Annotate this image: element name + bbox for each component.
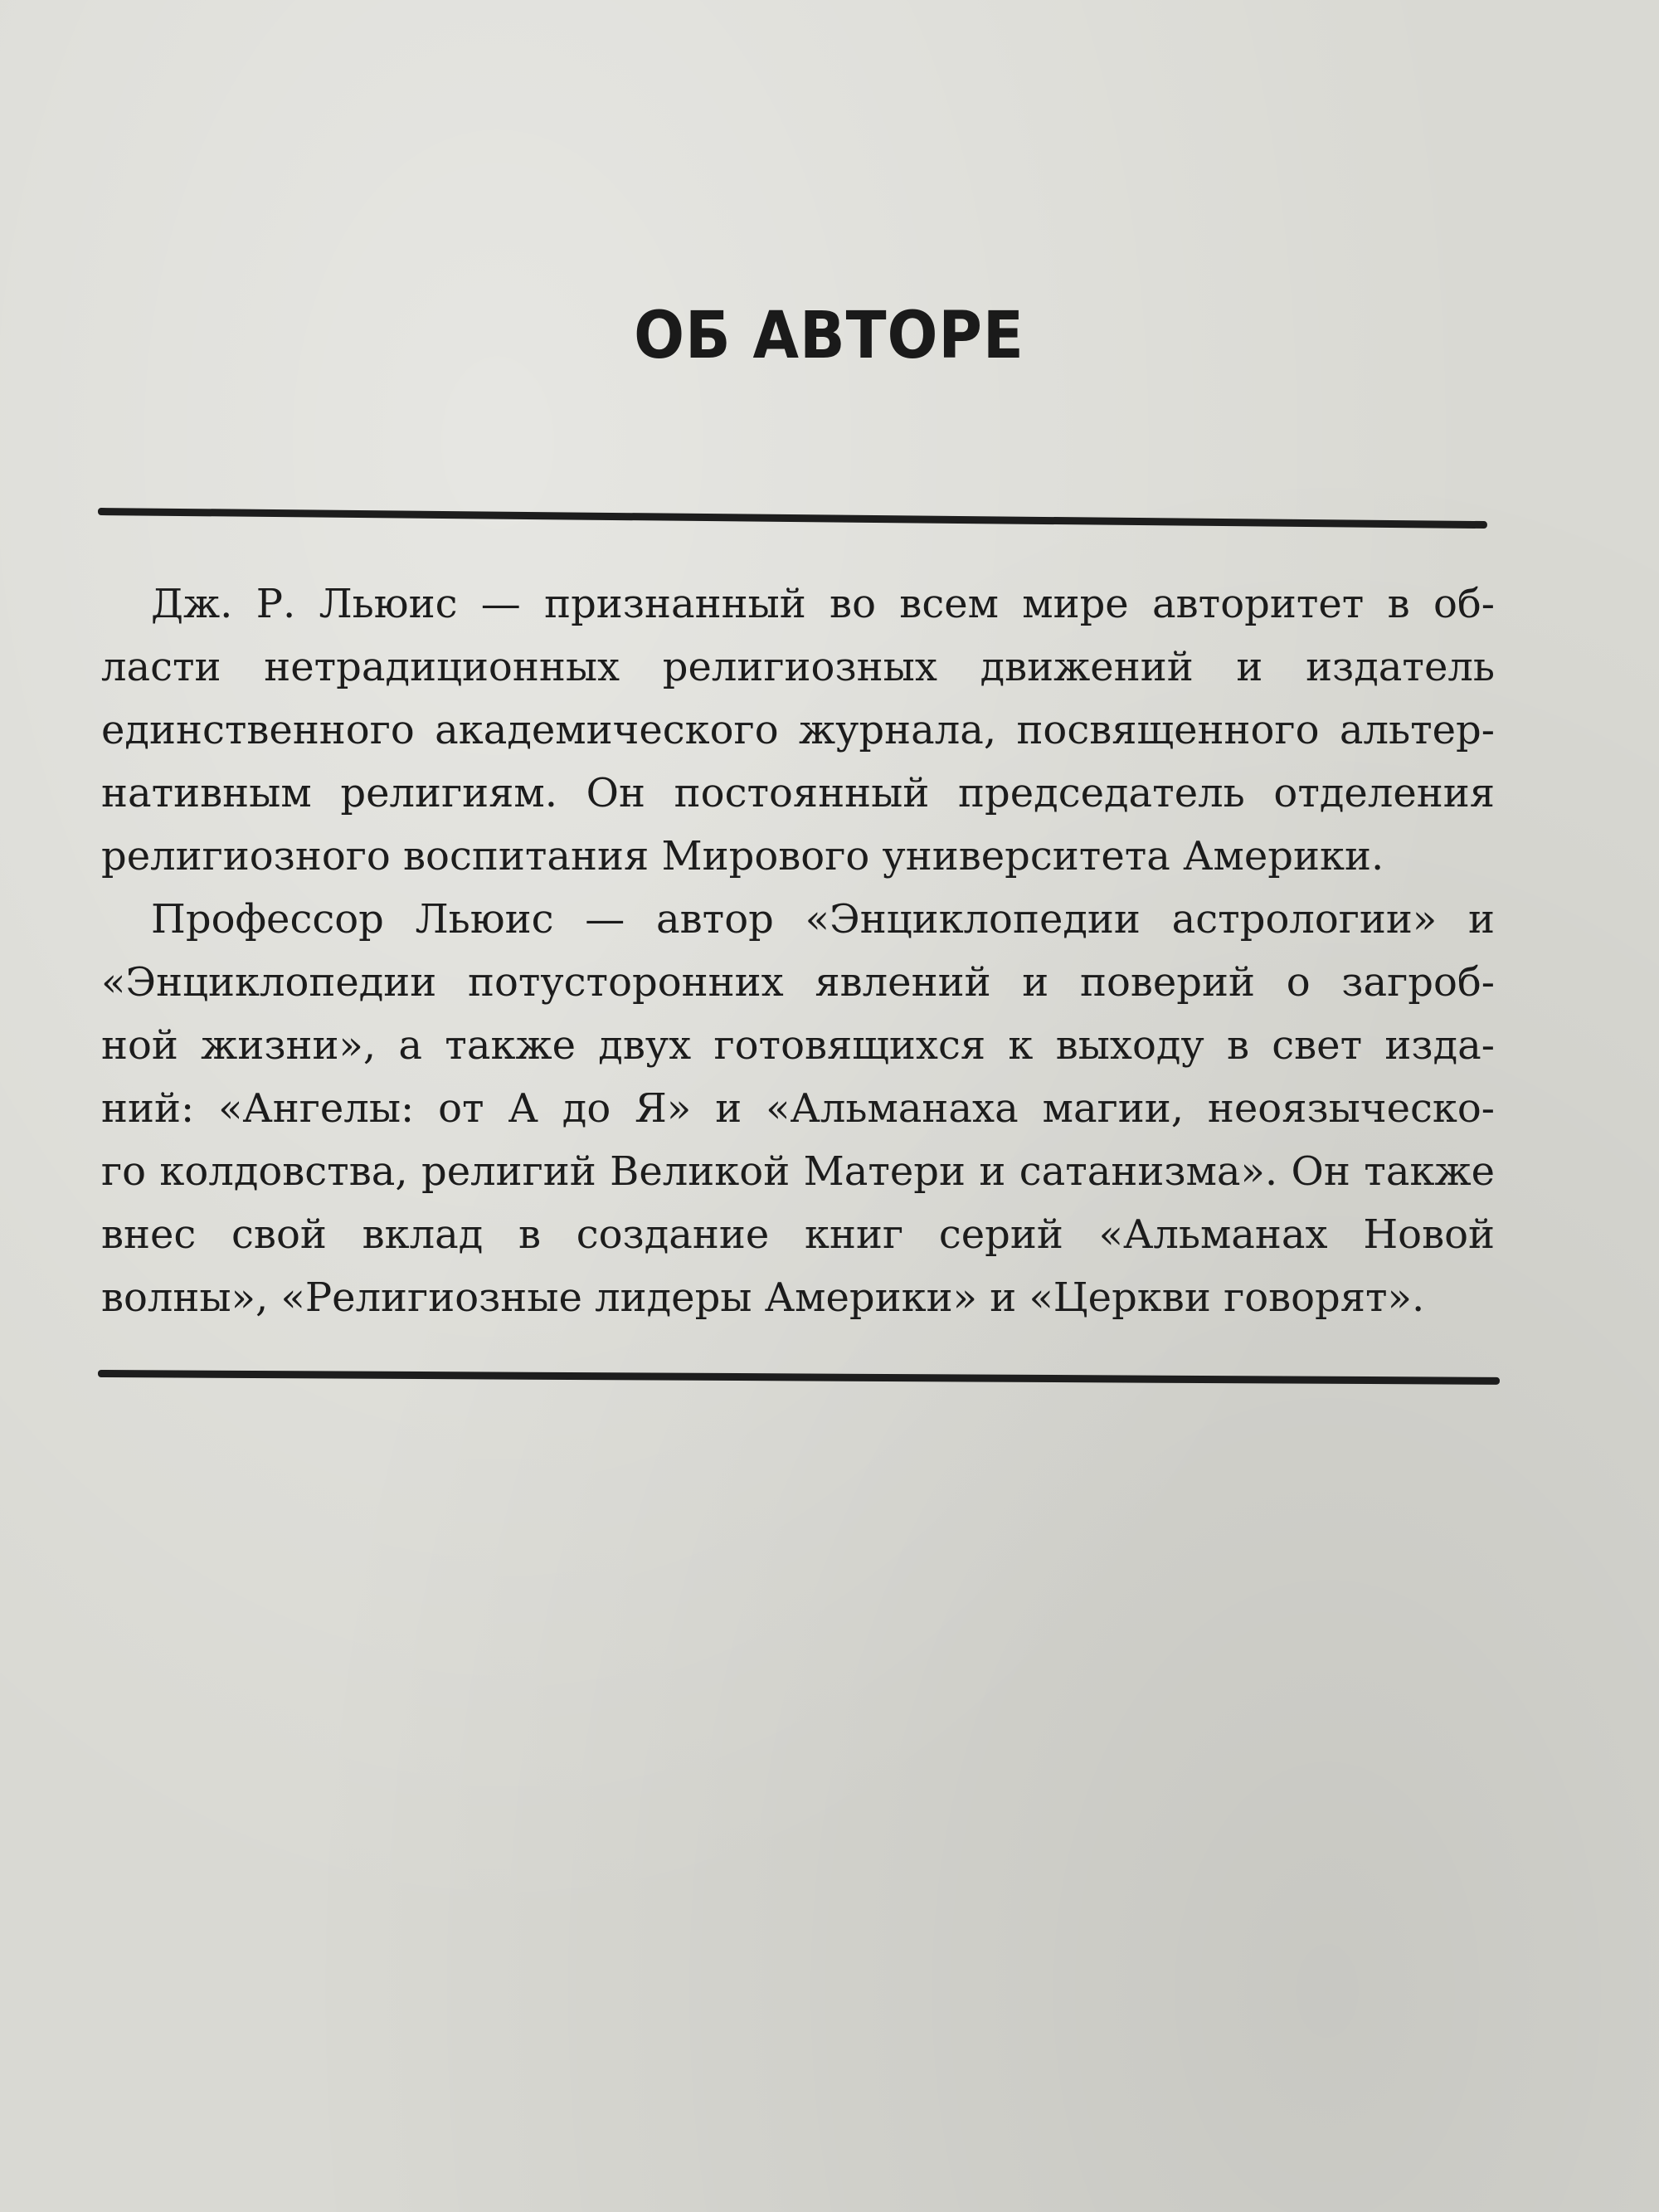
page-title: ОБ АВТОРЕ [634,299,1024,373]
text-line: Профессор Льюис — автор «Энциклопедии астрологии» и [151,896,1495,943]
text-line: ной жизни», а также двух готовящихся к выходу в свет изда- [101,1022,1495,1069]
text-line: ний: «Ангелы: от А до Я» и «Альманаха магии, неоязыческо- [101,1085,1495,1132]
bottom-divider-rule [98,1370,1500,1385]
text-line: го колдовства, религий Великой Матери и сатанизма». Он также [101,1148,1495,1195]
text-line: единственного академического журнала, посвященного альтер- [101,707,1495,753]
paragraph-1 [101,572,1495,888]
text-line: внес свой вклад в создание книг серий «Альманах Новой [101,1211,1495,1258]
text-line: Дж. Р. Льюис — признанный во всем мире авторитет в об- [151,581,1495,627]
body-text [101,572,1495,1329]
top-divider-rule [98,508,1487,529]
text-line: волны», «Религиозные лидеры Америки» и «Церкви говорят». [101,1274,1425,1321]
text-line: «Энциклопедии потусторонних явлений и поверий о загроб- [101,959,1495,1006]
text-line: ласти нетрадиционных религиозных движений и издатель [101,644,1495,690]
paragraph-2 [101,888,1495,1329]
text-line: религиозного воспитания Мирового университета Америки. [101,833,1384,879]
text-line: нативным религиям. Он постоянный председатель отделения [101,770,1495,816]
